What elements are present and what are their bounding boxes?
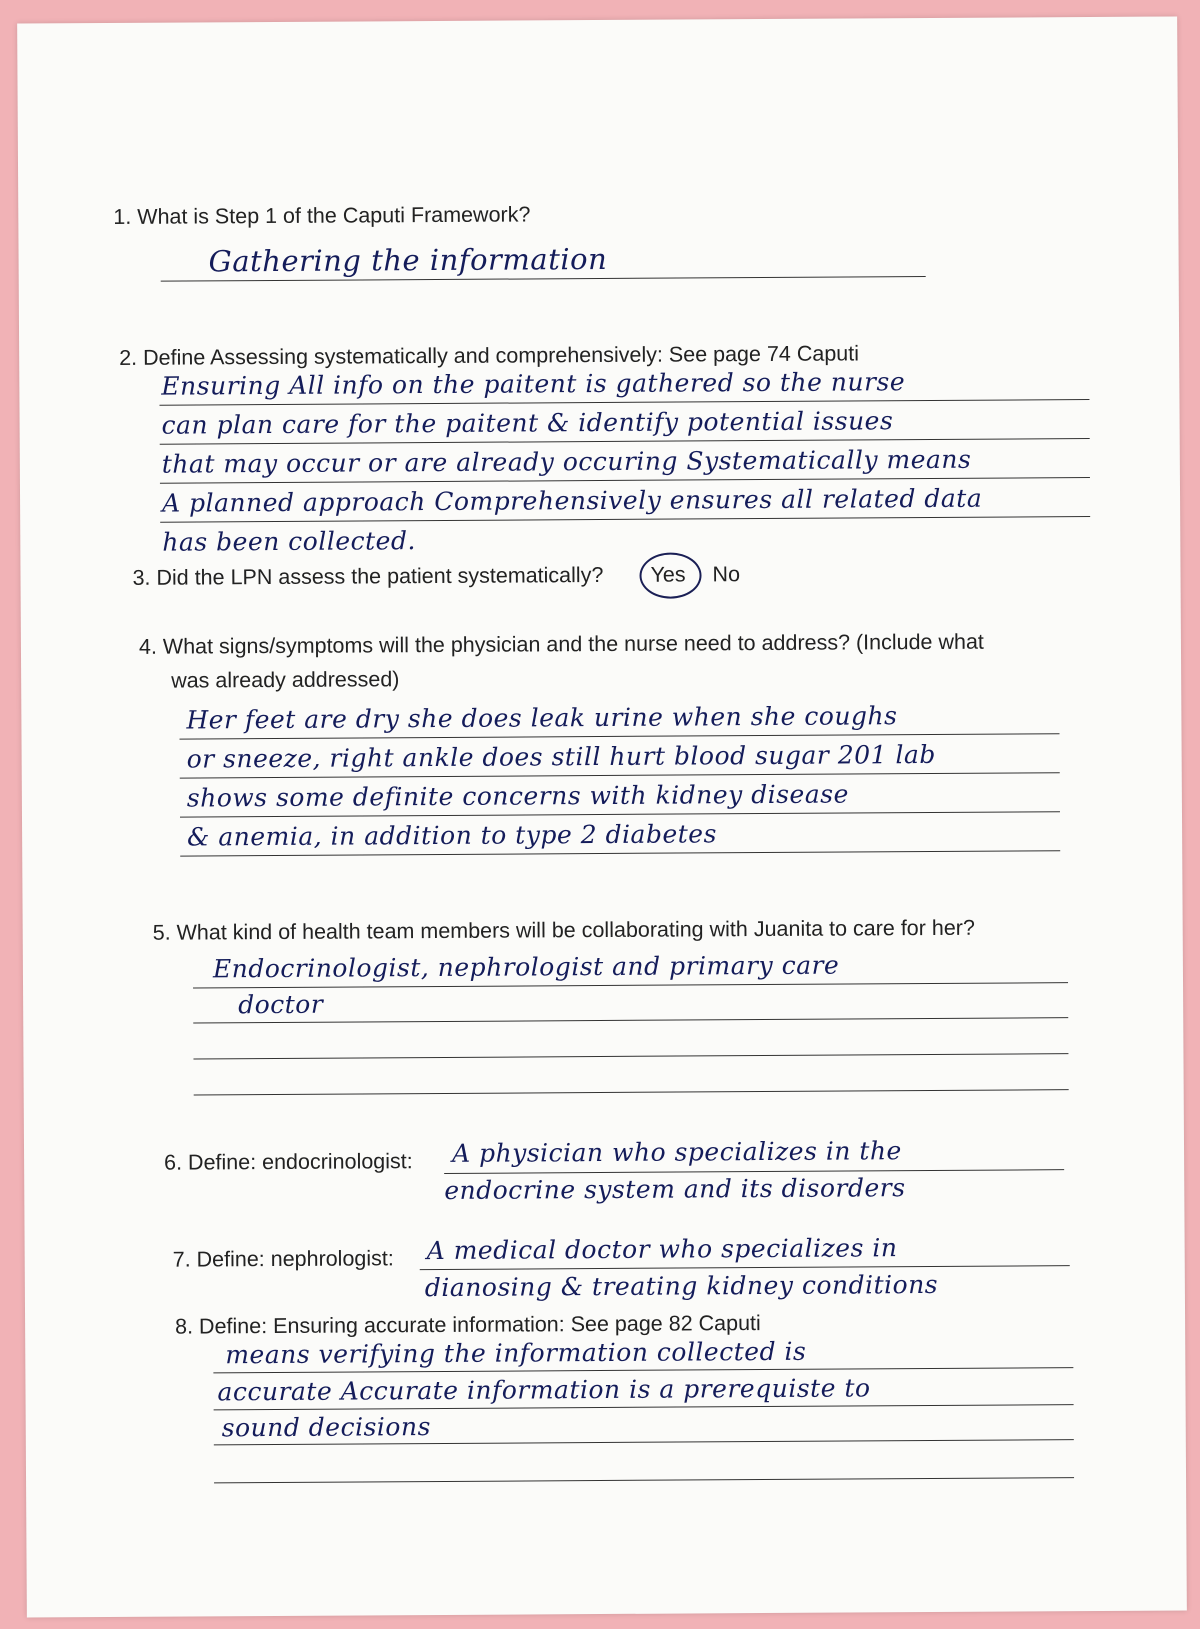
answer-rule (180, 811, 1060, 817)
question-1: 1. What is Step 1 of the Caputi Framework? (113, 202, 531, 229)
answer-rule (214, 1477, 1074, 1483)
answer-6-line: endocrine system and its disorders (444, 1173, 906, 1205)
answer-rule (193, 1053, 1068, 1059)
answer-rule (180, 772, 1060, 778)
answer-2-line: Ensuring All info on the paitent is gathered so the nurse (161, 367, 906, 401)
question-6: 6. Define: endocrinologist: (164, 1149, 413, 1175)
question-5: 5. What kind of health team members will be collaborating with Juanita to care for her? (152, 915, 975, 945)
answer-rule (159, 399, 1089, 406)
selected-circle (639, 552, 701, 598)
answer-rule (160, 438, 1090, 445)
answer-7-line: dianosing & treating kidney conditions (424, 1269, 939, 1303)
option-no[interactable]: No (712, 562, 741, 587)
answer-rule (160, 477, 1090, 484)
answer-2-line: that may occur or are already occuring Systematically means (161, 444, 972, 479)
answer-1-line: Gathering the information (208, 241, 608, 279)
worksheet-page (17, 16, 1187, 1617)
answer-rule (193, 982, 1068, 988)
answer-4-line: Her feet are dry she does leak urine when she coughs (186, 701, 898, 735)
question-4-cont: was already addressed) (171, 667, 400, 693)
answer-6-line: A physician who specializes in the (451, 1136, 902, 1168)
answer-4-line: & anemia, in addition to type 2 diabetes (187, 819, 717, 852)
answer-rule (194, 1089, 1069, 1095)
answer-rule (180, 850, 1060, 856)
answer-rule (193, 1017, 1068, 1023)
question-2: 2. Define Assessing systematically and comprehensively: See page 74 Caputi (119, 341, 860, 370)
answer-8-line: accurate Accurate information is a prerequiste to (217, 1373, 871, 1407)
answer-8-line: means verifying the information collected is (225, 1336, 807, 1370)
answer-4-line: or sneeze, right ankle does still hurt blood sugar 201 lab (186, 739, 936, 774)
question-7: 7. Define: nephrologist: (172, 1246, 394, 1272)
answer-7-line: A medical doctor who specializes in (426, 1233, 898, 1266)
answer-2-line: can plan care for the paitent & identify potential issues (161, 406, 894, 440)
answer-rule (180, 733, 1060, 739)
question-8: 8. Define: Ensuring accurate information: See page 82 Caputi (175, 1311, 761, 1339)
answer-rule (160, 516, 1090, 523)
answer-4-line: shows some definite concerns with kidney disease (186, 779, 849, 813)
answer-2-line: has been collected. (162, 526, 416, 557)
option-yes[interactable]: Yes (650, 562, 686, 587)
answer-2-line: A planned approach Comprehensively ensures all related data (161, 483, 983, 518)
answer-rule (420, 1265, 1070, 1270)
question-4: 4. What signs/symptoms will the physician and the nurse need to address? (Include what (138, 629, 984, 659)
answer-8-line: sound decisions (221, 1412, 431, 1443)
question-3: 3. Did the LPN assess the patient systematically? (132, 562, 604, 590)
answer-5-line: Endocrinologist, nephrologist and primary care (212, 950, 840, 984)
answer-5-line: doctor (238, 989, 324, 1020)
